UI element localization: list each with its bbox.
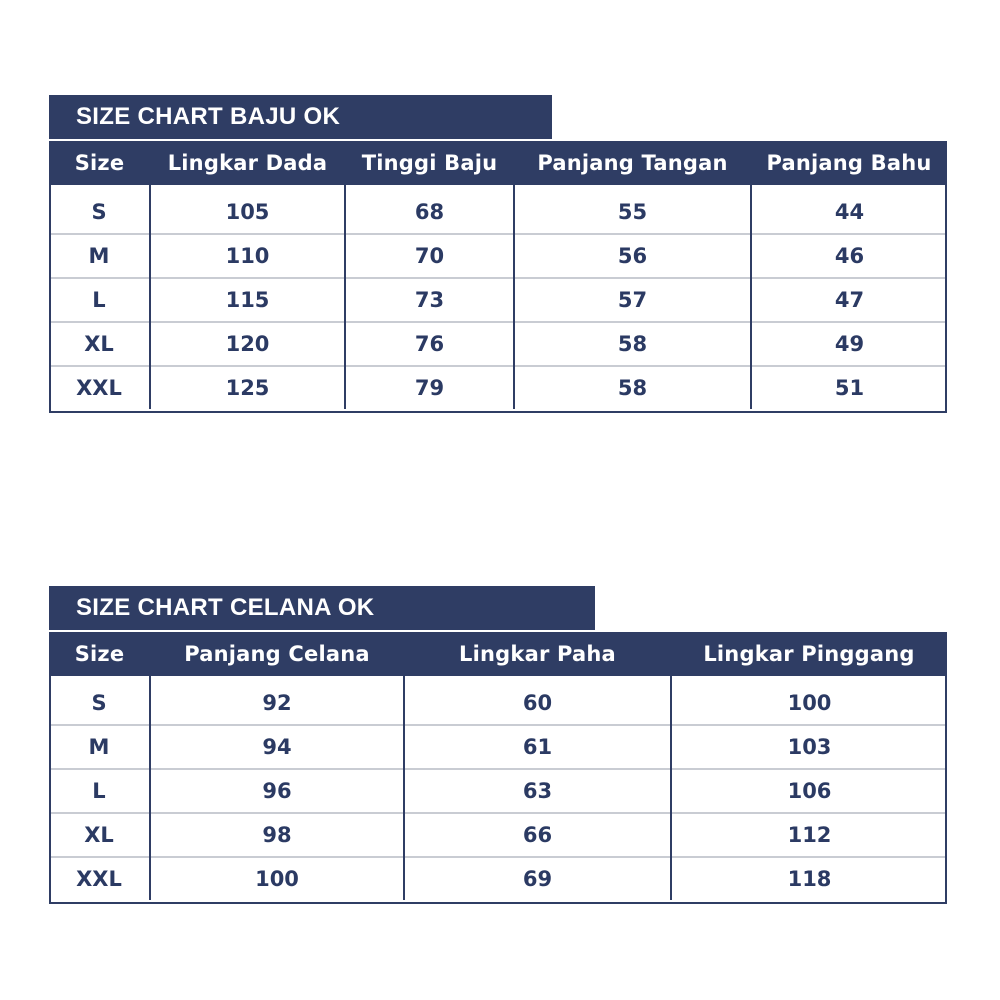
baju-value-cell: 76 <box>345 322 514 366</box>
celana-size-cell: XXL <box>49 857 150 900</box>
baju-value-cell: 55 <box>514 185 751 234</box>
baju-header-panjang-tangan: Panjang Tangan <box>514 141 751 185</box>
baju-size-cell: M <box>49 234 150 278</box>
baju-header-lingkar-dada: Lingkar Dada <box>150 141 345 185</box>
celana-header-size: Size <box>49 632 150 676</box>
celana-value-cell: 94 <box>150 725 404 769</box>
celana-value-cell: 92 <box>150 676 404 725</box>
baju-value-cell: 58 <box>514 366 751 409</box>
celana-value-cell: 100 <box>150 857 404 900</box>
baju-value-cell: 115 <box>150 278 345 322</box>
baju-value-cell: 57 <box>514 278 751 322</box>
celana-header-row <box>49 632 947 676</box>
baju-size-cell: L <box>49 278 150 322</box>
baju-value-cell: 120 <box>150 322 345 366</box>
baju-value-cell: 49 <box>751 322 947 366</box>
baju-value-cell: 79 <box>345 366 514 409</box>
baju-header-panjang-bahu: Panjang Bahu <box>751 141 947 185</box>
baju-size-chart-title: SIZE CHART BAJU OK <box>49 95 552 139</box>
baju-header-size: Size <box>49 141 150 185</box>
baju-value-cell: 47 <box>751 278 947 322</box>
celana-value-cell: 63 <box>404 769 671 813</box>
baju-value-cell: 44 <box>751 185 947 234</box>
baju-table-border <box>49 185 947 413</box>
celana-value-cell: 61 <box>404 725 671 769</box>
baju-header-row <box>49 141 947 185</box>
celana-value-cell: 69 <box>404 857 671 900</box>
celana-size-chart-title: SIZE CHART CELANA OK <box>49 586 595 630</box>
baju-size-cell: XL <box>49 322 150 366</box>
baju-value-cell: 105 <box>150 185 345 234</box>
celana-header-lingkar-pinggang: Lingkar Pinggang <box>671 632 947 676</box>
celana-value-cell: 66 <box>404 813 671 857</box>
baju-value-cell: 46 <box>751 234 947 278</box>
baju-size-cell: S <box>91 200 107 224</box>
baju-value-cell: 125 <box>150 366 345 409</box>
baju-value-cell: 68 <box>345 185 514 234</box>
celana-header-panjang-celana: Panjang Celana <box>150 632 404 676</box>
celana-value-cell: 96 <box>150 769 404 813</box>
celana-size-cell: M <box>49 725 150 769</box>
celana-header-lingkar-paha: Lingkar Paha <box>404 632 671 676</box>
celana-value-cell: 118 <box>671 857 947 900</box>
baju-value-cell: 73 <box>345 278 514 322</box>
baju-value-cell: 51 <box>751 366 947 409</box>
celana-size-cell: S <box>91 691 107 715</box>
celana-value-cell: 100 <box>671 676 947 725</box>
baju-value-cell: 110 <box>150 234 345 278</box>
baju-size-cell: XXL <box>49 366 150 409</box>
celana-table-border <box>49 676 947 904</box>
celana-size-cell: XL <box>49 813 150 857</box>
celana-value-cell: 103 <box>671 725 947 769</box>
celana-value-cell: 106 <box>671 769 947 813</box>
baju-header-tinggi-baju: Tinggi Baju <box>345 141 514 185</box>
baju-value-cell: 58 <box>514 322 751 366</box>
celana-size-cell: L <box>49 769 150 813</box>
celana-value-cell: 98 <box>150 813 404 857</box>
celana-value-cell: 112 <box>671 813 947 857</box>
baju-value-cell: 70 <box>345 234 514 278</box>
baju-value-cell: 56 <box>514 234 751 278</box>
celana-value-cell: 60 <box>404 676 671 725</box>
